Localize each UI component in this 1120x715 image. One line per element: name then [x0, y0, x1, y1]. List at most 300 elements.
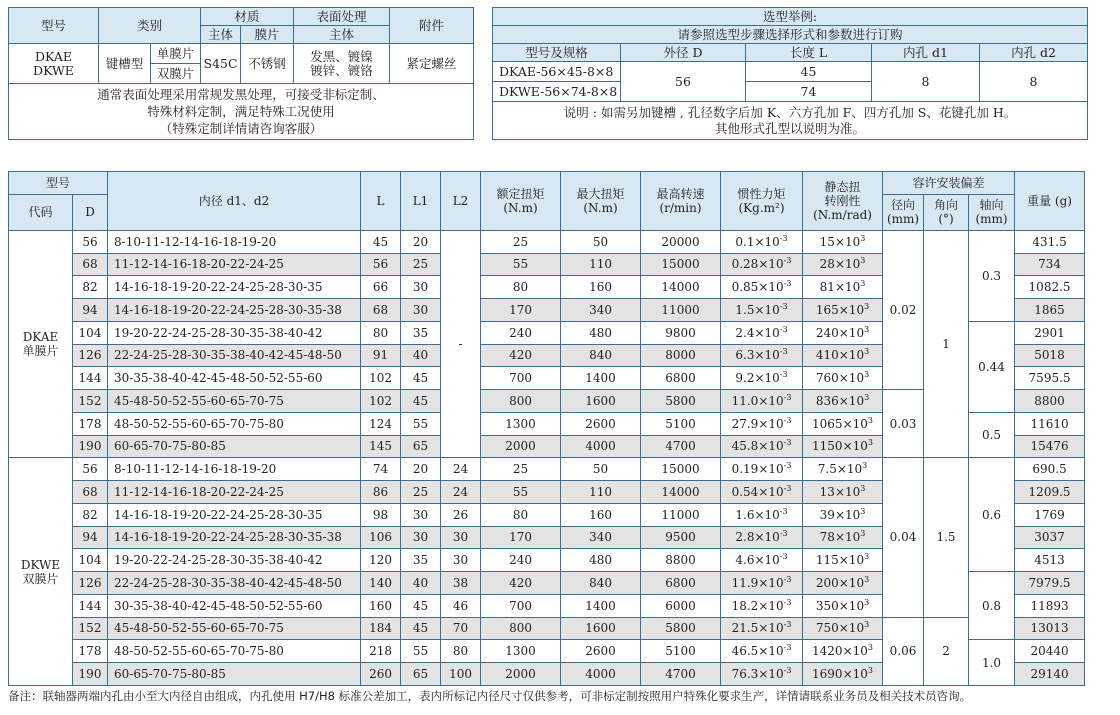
inertia-exponent: -3 — [779, 529, 788, 539]
cell-axial: 1.0 — [969, 640, 1015, 686]
header-tolerance: 容许安装偏差 — [883, 172, 1015, 195]
cell-rated-torque: 80 — [481, 276, 561, 299]
cell-L: 145 — [361, 435, 401, 458]
cell-rated-torque: 55 — [481, 481, 561, 504]
cell-rated-torque: 800 — [481, 617, 561, 640]
example-row2-spec: DKWE-56×74-8×8 — [493, 82, 621, 102]
cell-bore: 14-16-18-19-20-22-24-25-28-30-35 — [108, 503, 361, 526]
cell-D: 104 — [73, 549, 108, 572]
cell-L: 66 — [361, 276, 401, 299]
table-row — [9, 230, 1085, 253]
cell-axial: 0.44 — [969, 321, 1015, 412]
cell-L1: 30 — [401, 299, 441, 322]
cell-max-torque: 110 — [561, 481, 641, 504]
stiffness-mantissa: 240×10 — [815, 325, 865, 340]
cell-max-speed: 15000 — [641, 458, 721, 481]
example-d2: 8 — [980, 62, 1088, 102]
cell-inertia — [721, 594, 803, 617]
spec-header-category: 类别 — [99, 8, 201, 44]
spec-table — [8, 7, 474, 140]
inertia-mantissa: 0.85×10 — [731, 280, 784, 295]
cell-stiffness — [803, 526, 883, 549]
cell-D: 82 — [73, 276, 108, 299]
spec-header-surface-body: 主体 — [294, 26, 390, 44]
stiffness-mantissa: 836×10 — [815, 393, 865, 408]
cell-max-torque: 50 — [561, 230, 641, 253]
cell-weight: 1865 — [1015, 299, 1085, 322]
cell-max-speed: 9500 — [641, 526, 721, 549]
cell-inertia — [721, 435, 803, 458]
cell-weight: 1209.5 — [1015, 481, 1085, 504]
inertia-mantissa: 6.3×10 — [735, 348, 780, 363]
cell-inertia — [721, 481, 803, 504]
example-d1: 8 — [872, 62, 980, 102]
cell-max-torque: 160 — [561, 503, 641, 526]
cell-stiffness — [803, 253, 883, 276]
example-od: 56 — [621, 62, 746, 102]
cell-stiffness — [803, 412, 883, 435]
cell-L2: 100 — [441, 663, 481, 686]
cell-rated-torque: 25 — [481, 230, 561, 253]
cell-L1: 65 — [401, 663, 441, 686]
cell-bore: 11-12-14-16-18-20-22-24-25 — [108, 253, 361, 276]
group-dkae: DKAE 单膜片 — [9, 230, 73, 458]
cell-bore: 14-16-18-19-20-22-24-25-28-30-35-38 — [108, 526, 361, 549]
cell-inertia — [721, 503, 803, 526]
cell-inertia — [721, 230, 803, 253]
cell-D: 126 — [73, 572, 108, 595]
cell-weight: 4513 — [1015, 549, 1085, 572]
cell-radial: 0.06 — [883, 617, 924, 685]
cell-L2-dash: - — [441, 230, 481, 458]
cell-bore: 30-35-38-40-42-45-48-50-52-55-60 — [108, 594, 361, 617]
cell-D: 94 — [73, 526, 108, 549]
cell-rated-torque: 420 — [481, 344, 561, 367]
cell-D: 190 — [73, 663, 108, 686]
cell-weight: 8800 — [1015, 390, 1085, 413]
cell-max-speed: 5800 — [641, 390, 721, 413]
cell-L1: 40 — [401, 344, 441, 367]
stiffness-exponent: 3 — [860, 279, 866, 289]
header-weight: 重量 (g) — [1015, 172, 1085, 231]
header-radial: 径向 (mm) — [883, 194, 924, 230]
cell-angular: 2 — [924, 617, 969, 685]
cell-inertia — [721, 640, 803, 663]
example-header-od: 外径 D — [621, 44, 746, 62]
cell-L2: 26 — [441, 503, 481, 526]
header-code: 代码 — [9, 194, 73, 230]
cell-max-torque: 160 — [561, 276, 641, 299]
cell-bore: 11-12-14-16-18-20-22-24-25 — [108, 481, 361, 504]
cell-stiffness — [803, 549, 883, 572]
stiffness-mantissa: 78×10 — [819, 530, 861, 545]
cell-max-speed: 4700 — [641, 663, 721, 686]
header-model: 型号 — [9, 172, 108, 195]
header-stiffness: 静态扭 转刚性 (N.m/rad) — [803, 172, 883, 231]
cell-stiffness — [803, 594, 883, 617]
header-max-torque: 最大扭矩 (N.m) — [561, 172, 641, 231]
cell-L: 184 — [361, 617, 401, 640]
cell-L: 160 — [361, 594, 401, 617]
cell-L2: 24 — [441, 458, 481, 481]
cell-stiffness — [803, 458, 883, 481]
cell-weight: 7595.5 — [1015, 367, 1085, 390]
stiffness-mantissa: 750×10 — [815, 621, 865, 636]
cell-rated-torque: 55 — [481, 253, 561, 276]
cell-L1: 45 — [401, 390, 441, 413]
cell-bore: 60-65-70-75-80-85 — [108, 663, 361, 686]
cell-inertia — [721, 663, 803, 686]
cell-L1: 20 — [401, 230, 441, 253]
cell-rated-torque: 1300 — [481, 640, 561, 663]
example-table — [492, 7, 1088, 140]
stiffness-exponent: 3 — [867, 643, 873, 653]
cell-L1: 40 — [401, 572, 441, 595]
stiffness-mantissa: 350×10 — [815, 598, 865, 613]
cell-L2: 30 — [441, 526, 481, 549]
cell-L: 120 — [361, 549, 401, 572]
cell-rated-torque: 25 — [481, 458, 561, 481]
stiffness-exponent: 3 — [864, 620, 870, 630]
stiffness-exponent: 3 — [864, 392, 870, 402]
cell-L1: 45 — [401, 367, 441, 390]
cell-L: 260 — [361, 663, 401, 686]
cell-inertia — [721, 617, 803, 640]
cell-stiffness — [803, 572, 883, 595]
cell-L1: 55 — [401, 412, 441, 435]
stiffness-mantissa: 1420×10 — [812, 644, 868, 659]
cell-max-torque: 840 — [561, 572, 641, 595]
cell-weight: 1082.5 — [1015, 276, 1085, 299]
cell-D: 94 — [73, 299, 108, 322]
cell-inertia — [721, 526, 803, 549]
cell-L1: 25 — [401, 481, 441, 504]
inertia-exponent: -3 — [783, 620, 792, 630]
example-row1-length: 45 — [746, 62, 872, 82]
cell-weight: 5018 — [1015, 344, 1085, 367]
inertia-mantissa: 45.8×10 — [731, 439, 784, 454]
cell-radial: 0.04 — [883, 458, 924, 617]
cell-L: 98 — [361, 503, 401, 526]
inertia-exponent: -3 — [779, 301, 788, 311]
cell-max-speed: 6800 — [641, 572, 721, 595]
cell-max-speed: 11000 — [641, 503, 721, 526]
cell-bore: 8-10-11-12-14-16-18-19-20 — [108, 458, 361, 481]
cell-max-torque: 2600 — [561, 412, 641, 435]
stiffness-mantissa: 81×10 — [819, 280, 861, 295]
spec-category: 键槽型 — [99, 44, 151, 84]
cell-bore: 8-10-11-12-14-16-18-19-20 — [108, 230, 361, 253]
cell-inertia — [721, 549, 803, 572]
cell-L: 102 — [361, 390, 401, 413]
cell-D: 152 — [73, 617, 108, 640]
cell-rated-torque: 420 — [481, 572, 561, 595]
cell-max-speed: 14000 — [641, 276, 721, 299]
cell-weight: 7979.5 — [1015, 572, 1085, 595]
cell-max-torque: 1400 — [561, 594, 641, 617]
cell-max-speed: 5100 — [641, 640, 721, 663]
cell-weight: 11610 — [1015, 412, 1085, 435]
cell-L1: 35 — [401, 321, 441, 344]
cell-D: 178 — [73, 412, 108, 435]
cell-D: 190 — [73, 435, 108, 458]
cell-L: 86 — [361, 481, 401, 504]
stiffness-mantissa: 7.5×10 — [817, 462, 863, 477]
inertia-exponent: -3 — [779, 552, 788, 562]
cell-D: 152 — [73, 390, 108, 413]
cell-inertia — [721, 344, 803, 367]
stiffness-exponent: 3 — [860, 256, 866, 266]
cell-bore: 14-16-18-19-20-22-24-25-28-30-35-38 — [108, 299, 361, 322]
cell-L1: 45 — [401, 617, 441, 640]
example-header-length: 长度 L — [746, 44, 872, 62]
cell-max-torque: 480 — [561, 549, 641, 572]
cell-stiffness — [803, 390, 883, 413]
cell-inertia — [721, 253, 803, 276]
cell-D: 56 — [73, 230, 108, 253]
cell-max-torque: 4000 — [561, 435, 641, 458]
cell-L: 68 — [361, 299, 401, 322]
inertia-exponent: -3 — [783, 665, 792, 675]
cell-bore: 60-65-70-75-80-85 — [108, 435, 361, 458]
header-angular: 角向 (°) — [924, 194, 969, 230]
cell-weight: 2901 — [1015, 321, 1085, 344]
cell-stiffness — [803, 481, 883, 504]
stiffness-mantissa: 13×10 — [819, 484, 861, 499]
header-L: L — [361, 172, 401, 231]
cell-L: 74 — [361, 458, 401, 481]
cell-rated-torque: 80 — [481, 503, 561, 526]
spec-model: DKAE DKWE — [9, 44, 99, 84]
cell-bore: 30-35-38-40-42-45-48-50-52-55-60 — [108, 367, 361, 390]
cell-max-torque: 110 — [561, 253, 641, 276]
spec-header-diaphragm: 膜片 — [241, 26, 294, 44]
stiffness-exponent: 3 — [860, 506, 866, 516]
cell-D: 144 — [73, 594, 108, 617]
stiffness-mantissa: 760×10 — [815, 371, 865, 386]
cell-weight: 431.5 — [1015, 230, 1085, 253]
cell-max-torque: 840 — [561, 344, 641, 367]
cell-rated-torque: 800 — [481, 390, 561, 413]
cell-inertia — [721, 458, 803, 481]
cell-stiffness — [803, 344, 883, 367]
cell-rated-torque: 2000 — [481, 663, 561, 686]
inertia-exponent: -3 — [779, 347, 788, 357]
header-axial: 轴向 (mm) — [969, 194, 1015, 230]
cell-max-torque: 340 — [561, 299, 641, 322]
cell-max-speed: 4700 — [641, 435, 721, 458]
stiffness-mantissa: 1150×10 — [812, 439, 868, 454]
cell-inertia — [721, 572, 803, 595]
inertia-mantissa: 2.4×10 — [735, 325, 780, 340]
spec-header-model: 型号 — [9, 8, 99, 44]
cell-stiffness — [803, 503, 883, 526]
inertia-exponent: -3 — [783, 643, 792, 653]
cell-bore: 22-24-25-28-30-35-38-40-42-45-48-50 — [108, 572, 361, 595]
table-row — [9, 458, 1085, 481]
cell-angular: 1 — [924, 230, 969, 458]
spec-header-body: 主体 — [201, 26, 241, 44]
cell-weight: 20440 — [1015, 640, 1085, 663]
inertia-exponent: -3 — [783, 415, 792, 425]
cell-L: 91 — [361, 344, 401, 367]
inertia-exponent: -3 — [779, 370, 788, 380]
inertia-exponent: -3 — [779, 233, 788, 243]
cell-weight: 13013 — [1015, 617, 1085, 640]
cell-inertia — [721, 276, 803, 299]
cell-L1: 30 — [401, 276, 441, 299]
inertia-mantissa: 9.2×10 — [735, 371, 780, 386]
inertia-mantissa: 0.54×10 — [731, 484, 784, 499]
spec-header-accessory: 附件 — [390, 8, 474, 44]
cell-stiffness — [803, 321, 883, 344]
example-row1-spec: DKAE-56×45-8×8 — [493, 62, 621, 82]
cell-bore: 45-48-50-52-55-60-65-70-75 — [108, 390, 361, 413]
cell-max-speed: 9800 — [641, 321, 721, 344]
inertia-exponent: -3 — [783, 461, 792, 471]
cell-L: 102 — [361, 367, 401, 390]
stiffness-mantissa: 1065×10 — [812, 416, 868, 431]
example-header-d2: 内孔 d2 — [980, 44, 1088, 62]
cell-angular: 1.5 — [924, 458, 969, 617]
cell-L2: 38 — [441, 572, 481, 595]
stiffness-exponent: 3 — [867, 415, 873, 425]
cell-L2: 80 — [441, 640, 481, 663]
inertia-exponent: -3 — [779, 324, 788, 334]
footnote: 备注：联轴器两端内孔由小至大内径自由组成，内孔使用 H7/H8 标准公差加工，表内所标记内径尺寸仅供参考，可非标定制按照用户特殊化要求生产，详情请联系业务员及相关技术员咨询。 — [8, 689, 972, 703]
group-dkwe: DKWE 双膜片 — [9, 458, 73, 686]
spec-single: 单膜片 — [151, 44, 201, 64]
cell-L: 140 — [361, 572, 401, 595]
cell-axial: 0.3 — [969, 230, 1015, 321]
spec-accessory: 紧定螺丝 — [390, 44, 474, 84]
header-L2: L2 — [441, 172, 481, 231]
cell-L: 106 — [361, 526, 401, 549]
cell-max-torque: 2600 — [561, 640, 641, 663]
cell-weight: 690.5 — [1015, 458, 1085, 481]
stiffness-exponent: 3 — [867, 438, 873, 448]
example-subtitle: 请参照选型步骤选择形式和参数进行订购 — [493, 26, 1088, 44]
cell-L1: 55 — [401, 640, 441, 663]
header-L1: L1 — [401, 172, 441, 231]
cell-D: 178 — [73, 640, 108, 663]
cell-max-speed: 20000 — [641, 230, 721, 253]
stiffness-exponent: 3 — [860, 483, 866, 493]
cell-rated-torque: 240 — [481, 549, 561, 572]
cell-max-speed: 5800 — [641, 617, 721, 640]
cell-L1: 30 — [401, 503, 441, 526]
cell-L: 80 — [361, 321, 401, 344]
stiffness-mantissa: 115×10 — [815, 553, 865, 568]
cell-bore: 22-24-25-28-30-35-38-40-42-45-48-50 — [108, 344, 361, 367]
cell-max-speed: 11000 — [641, 299, 721, 322]
cell-inertia — [721, 321, 803, 344]
cell-bore: 45-48-50-52-55-60-65-70-75 — [108, 617, 361, 640]
cell-max-speed: 5100 — [641, 412, 721, 435]
inertia-mantissa: 4.6×10 — [735, 553, 780, 568]
stiffness-exponent: 3 — [864, 370, 870, 380]
cell-rated-torque: 2000 — [481, 435, 561, 458]
header-max-speed: 最高转速 (r/min) — [641, 172, 721, 231]
cell-stiffness — [803, 435, 883, 458]
cell-stiffness — [803, 617, 883, 640]
spec-header-surface: 表面处理 — [294, 8, 390, 26]
example-header-spec: 型号及规格 — [493, 44, 621, 62]
stiffness-exponent: 3 — [864, 597, 870, 607]
inertia-exponent: -3 — [783, 392, 792, 402]
spec-body-material: S45C — [201, 44, 241, 84]
inertia-exponent: -3 — [783, 279, 792, 289]
stiffness-exponent: 3 — [862, 461, 868, 471]
inertia-mantissa: 1.5×10 — [735, 302, 780, 317]
cell-L1: 45 — [401, 594, 441, 617]
cell-axial: 0.8 — [969, 572, 1015, 640]
cell-L2: 24 — [441, 481, 481, 504]
cell-axial: 0.6 — [969, 458, 1015, 572]
cell-stiffness — [803, 299, 883, 322]
cell-L2: 70 — [441, 617, 481, 640]
example-header-d1: 内孔 d1 — [872, 44, 980, 62]
inertia-mantissa: 0.19×10 — [731, 462, 784, 477]
cell-weight: 15476 — [1015, 435, 1085, 458]
cell-max-speed: 15000 — [641, 253, 721, 276]
cell-max-speed: 14000 — [641, 481, 721, 504]
cell-bore: 48-50-52-55-60-65-70-75-80 — [108, 412, 361, 435]
cell-weight: 734 — [1015, 253, 1085, 276]
example-row2-length: 74 — [746, 82, 872, 102]
cell-D: 144 — [73, 367, 108, 390]
stiffness-mantissa: 410×10 — [815, 348, 865, 363]
spec-header-material: 材质 — [201, 8, 294, 26]
cell-radial: 0.02 — [883, 230, 924, 389]
cell-L1: 35 — [401, 549, 441, 572]
cell-L: 56 — [361, 253, 401, 276]
product-table — [8, 171, 1085, 686]
cell-stiffness — [803, 367, 883, 390]
spec-remark: 通常表面处理采用常规发黑处理，可接受非标定制、 特殊材料定制，满足特殊工况使用 （特殊定制详情请咨询客服） — [9, 84, 474, 140]
cell-L2: 30 — [441, 549, 481, 572]
cell-L1: 65 — [401, 435, 441, 458]
cell-D: 82 — [73, 503, 108, 526]
cell-inertia — [721, 299, 803, 322]
header-bore: 内径 d1、d2 — [108, 172, 361, 231]
cell-L1: 20 — [401, 458, 441, 481]
inertia-exponent: -3 — [779, 506, 788, 516]
cell-rated-torque: 240 — [481, 321, 561, 344]
cell-D: 68 — [73, 253, 108, 276]
cell-D: 126 — [73, 344, 108, 367]
cell-max-speed: 8000 — [641, 344, 721, 367]
cell-inertia — [721, 412, 803, 435]
cell-L: 45 — [361, 230, 401, 253]
cell-bore: 48-50-52-55-60-65-70-75-80 — [108, 640, 361, 663]
inertia-mantissa: 11.9×10 — [731, 575, 784, 590]
cell-bore: 19-20-22-24-25-28-30-35-38-40-42 — [108, 549, 361, 572]
stiffness-mantissa: 28×10 — [819, 257, 861, 272]
cell-rated-torque: 170 — [481, 299, 561, 322]
inertia-mantissa: 27.9×10 — [731, 416, 784, 431]
spec-surface: 发黑、镀镍 镀锌、镀铬 — [294, 44, 390, 84]
cell-max-speed: 6000 — [641, 594, 721, 617]
cell-stiffness — [803, 640, 883, 663]
inertia-exponent: -3 — [783, 483, 792, 493]
stiffness-exponent: 3 — [860, 233, 866, 243]
stiffness-mantissa: 15×10 — [819, 234, 861, 249]
inertia-exponent: -3 — [783, 438, 792, 448]
cell-radial: 0.03 — [883, 390, 924, 458]
cell-axial: 0.5 — [969, 412, 1015, 458]
inertia-mantissa: 1.6×10 — [735, 507, 780, 522]
